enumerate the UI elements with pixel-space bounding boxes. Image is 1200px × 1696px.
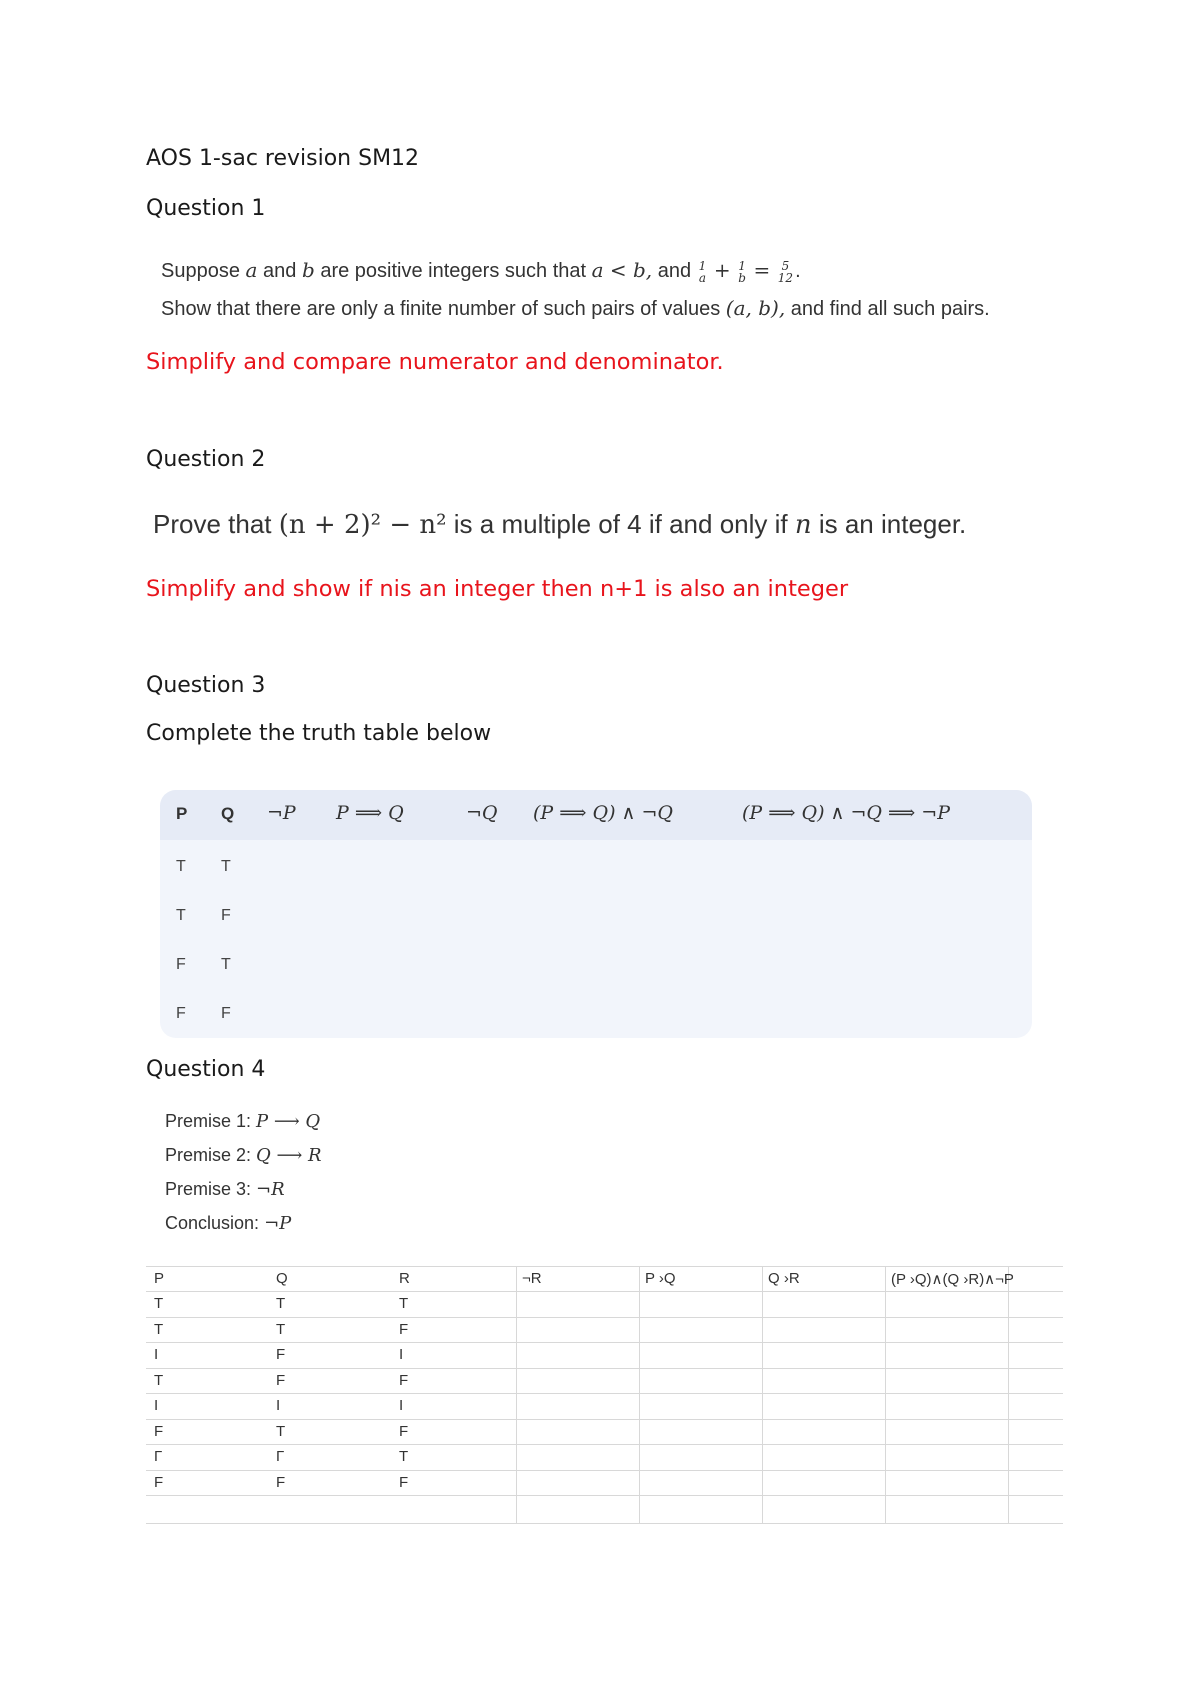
grid-cell: T [276,1321,286,1338]
q1-text: are positive integers such that [320,260,587,282]
grid-line [146,1317,1063,1318]
header-q: Q [221,804,235,823]
truth-table-cell: F [176,1005,186,1022]
grid-header-not-r: ¬R [522,1270,542,1287]
q1-text: and find all such pairs. [790,298,990,320]
grid-line [146,1495,1063,1496]
q2-var-n: n [794,510,812,540]
grid-line [146,1523,1063,1524]
grid-line [146,1291,1063,1292]
premise-label: Premise 1: [165,1111,252,1131]
grid-line [146,1368,1063,1369]
grid-line [639,1266,640,1524]
grid-line [146,1470,1063,1471]
fraction-5-over-12: 5 12 [777,258,794,285]
question-2-answer: Simplify and show if nis an integer then n+1 is also an integer [146,576,849,602]
header-implication-and-not-q: (P ⟹ Q) ∧ ¬Q [533,802,673,824]
truth-table-cell: T [176,858,186,875]
header-p: P [176,804,188,823]
question-1-answer: Simplify and compare numerator and denominator. [146,349,724,375]
grid-header-conclusion: (P ›Q)∧(Q ›R)∧¬P [891,1271,1014,1288]
truth-table-cell: T [221,956,231,973]
q1-text: and [657,260,692,282]
header-modus-tollens: (P ⟹ Q) ∧ ¬Q ⟹ ¬P [742,802,951,824]
grid-line [146,1444,1063,1445]
document-title: AOS 1-sac revision SM12 [146,146,420,171]
q1-inequality: a < b, [591,258,653,282]
truth-table-cell: T [176,907,186,924]
question-1-line-1 [161,258,801,284]
question-1-line-2 [161,296,990,321]
grid-cell: Γ [154,1448,163,1465]
question-3-heading: Question 3 [146,673,266,698]
grid-cell: I [154,1346,159,1363]
grid-line [146,1393,1063,1394]
q2-expression: (n + 2)² − n² [278,510,447,540]
q1-var-a: a [245,258,258,282]
grid-cell: F [399,1321,409,1338]
grid-header-p-implies-q: P ›Q [645,1270,676,1287]
question-3-instruction: Complete the truth table below [146,721,492,746]
grid-header-q: Q [276,1270,288,1287]
grid-cell: T [276,1295,286,1312]
truth-table-cell: F [221,907,231,924]
premise-label: Premise 2: [165,1145,252,1165]
grid-line [885,1266,886,1524]
grid-cell: F [399,1372,409,1389]
grid-cell: T [154,1321,164,1338]
grid-cell: F [399,1423,409,1440]
question-2-statement [153,509,966,540]
premise-2 [165,1145,322,1166]
fraction-1-over-a: 1 a [698,258,707,285]
fraction-1-over-b: 1 b [738,258,746,285]
grid-line [516,1266,517,1524]
truth-table-q3 [160,790,1032,1038]
premise-expression: P ⟶ Q [256,1111,321,1132]
grid-cell: T [276,1423,286,1440]
grid-cell: T [154,1372,164,1389]
grid-cell: F [276,1474,286,1491]
grid-line [762,1266,763,1524]
grid-cell: F [399,1474,409,1491]
question-2-heading: Question 2 [146,447,266,472]
equals-sign: = [753,258,771,282]
q2-text: Prove that [153,509,272,539]
q2-text: is an integer. [818,509,967,539]
header-p-implies-q: P ⟹ Q [336,802,404,824]
premise-expression: ¬P [264,1213,292,1234]
premise-3 [165,1179,285,1200]
q1-var-b: b [301,258,315,282]
grid-cell: Γ [276,1448,285,1465]
truth-table-cell: F [221,1005,231,1022]
q1-text: and [263,260,297,282]
grid-cell: F [154,1423,164,1440]
header-not-q: ¬Q [466,802,498,824]
grid-line [1008,1266,1009,1524]
question-4-heading: Question 4 [146,1057,266,1082]
grid-cell: I [399,1346,404,1363]
premise-expression: ¬R [256,1179,285,1200]
grid-header-q-implies-r: Q ›R [768,1270,800,1287]
grid-cell: T [154,1295,164,1312]
grid-header-p: P [154,1270,165,1287]
grid-cell: T [399,1448,409,1465]
plus-sign: + [713,258,731,282]
q1-text: Show that there are only a finite number of such pairs of values [161,298,721,320]
grid-cell: T [399,1295,409,1312]
premise-1 [165,1111,320,1132]
grid-cell: I [276,1397,281,1414]
grid-header-r: R [399,1270,410,1287]
premise-expression: Q ⟶ R [256,1145,322,1166]
q1-period: . [795,260,801,282]
grid-cell: F [276,1346,286,1363]
premise-label: Premise 3: [165,1179,252,1199]
truth-table-header-row [160,790,1032,840]
truth-table-cell: F [176,956,186,973]
premise-label: Conclusion: [165,1213,260,1233]
grid-cell: F [154,1474,164,1491]
q2-text: is a multiple of 4 if and only if [453,509,788,539]
grid-line [146,1342,1063,1343]
header-not-p: ¬P [267,802,296,824]
truth-table-q4 [146,1266,1063,1524]
grid-cell: F [276,1372,286,1389]
grid-line [146,1419,1063,1420]
q1-text: Suppose [161,260,240,282]
q1-pair: (a, b), [725,296,786,320]
grid-cell: I [399,1397,404,1414]
question-1-heading: Question 1 [146,196,266,221]
grid-line [146,1266,1063,1267]
grid-cell: I [154,1397,159,1414]
truth-table-cell: T [221,858,231,875]
conclusion [165,1213,291,1234]
